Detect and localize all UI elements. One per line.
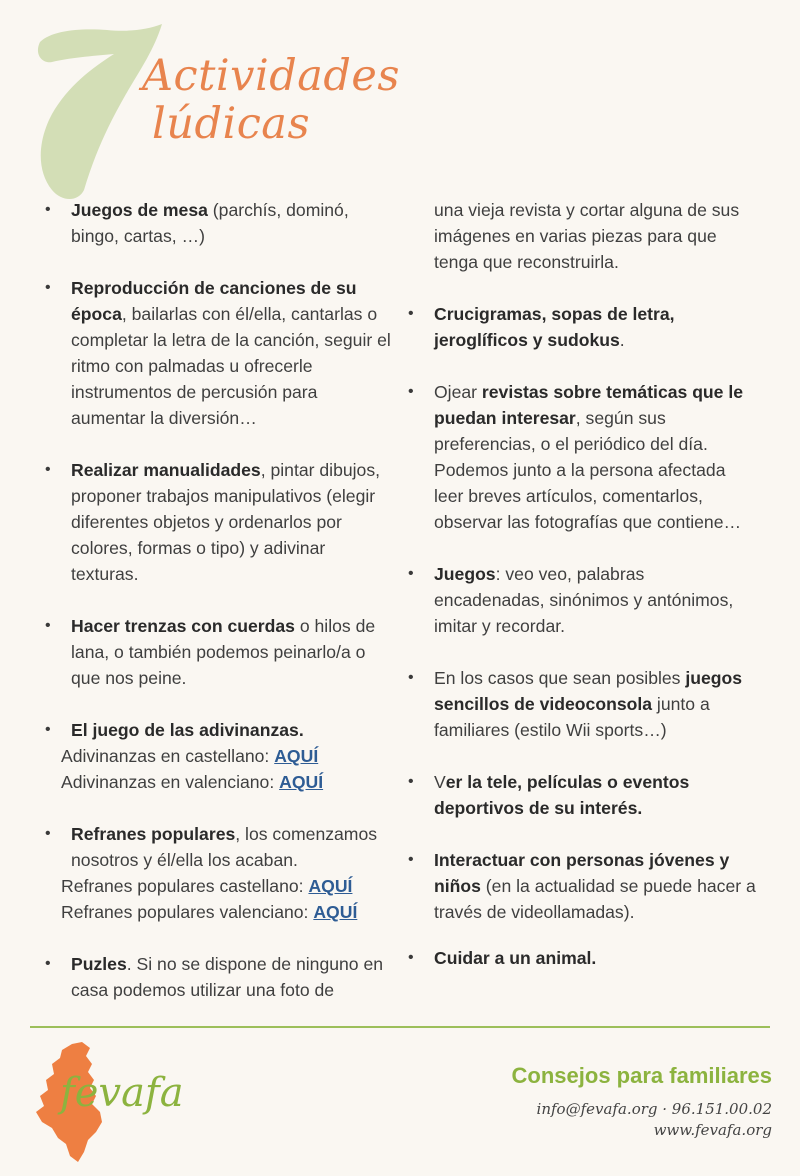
- list-item-proverbs: [45, 821, 395, 925]
- item-text: junto a familiares (estilo Wii sports…): [434, 694, 710, 740]
- bullet: •: [45, 461, 51, 478]
- proverbs-valenciano-line: [61, 899, 395, 925]
- list-item-riddles: [45, 717, 395, 795]
- list-item: [45, 275, 395, 431]
- item-bold: Realizar manualidades: [71, 460, 261, 480]
- item-text: , los comenzamos nosotros y él/ella los acaban.: [71, 824, 378, 870]
- title-line-1: Actividades: [142, 51, 400, 101]
- link-caption: Adivinanzas en valenciano:: [61, 772, 280, 792]
- list-item: [408, 665, 758, 743]
- item-bold: Interactuar con personas jóvenes y niños: [434, 850, 730, 896]
- bullet: •: [45, 955, 51, 972]
- riddles-castellano-line: [61, 743, 395, 769]
- item-pre: En los casos que sean posibles: [434, 668, 686, 688]
- footer-contact: [537, 1099, 772, 1141]
- riddles-castellano-link[interactable]: AQUÍ: [274, 746, 319, 766]
- item-bold: El juego de las adivinanzas.: [71, 720, 304, 740]
- bullet: •: [408, 851, 414, 868]
- item-bold: Hacer trenzas con cuerdas: [71, 616, 295, 636]
- item-bold: Reproducción de canciones de su época: [71, 278, 357, 324]
- contact-website[interactable]: www.fevafa.org: [653, 1121, 772, 1139]
- left-column: [45, 197, 395, 1003]
- right-column: [408, 197, 758, 971]
- list-item: [45, 457, 395, 587]
- item-bold: revistas sobre temáticas que le puedan interesar: [434, 382, 744, 428]
- bullet: •: [45, 721, 51, 738]
- item-pre: Ojear: [434, 382, 482, 402]
- link-caption: Adivinanzas en castellano:: [61, 746, 275, 766]
- bullet: •: [45, 201, 51, 218]
- list-item: [408, 847, 758, 925]
- item-bold: er la tele, películas o eventos deportivos de su interés.: [434, 772, 690, 818]
- bullet: •: [45, 825, 51, 842]
- item-text: : veo veo, palabras encadenadas, sinónimos y antónimos, imitar y recordar.: [434, 564, 734, 636]
- title-line-2: lúdicas: [152, 99, 311, 149]
- link-caption: Refranes populares castellano:: [61, 876, 309, 896]
- item-text: , bailarlas con él/ella, cantarlas o completar la letra de la canción, seguir el ritmo con palmadas u ofrecerle instrumentos de percusión para aumentar la diversión…: [71, 304, 391, 428]
- page-title: [142, 52, 400, 148]
- footer-tagline: Consejos para familiares: [511, 1063, 772, 1088]
- item-bold: juegos sencillos de videoconsola: [434, 668, 743, 714]
- bullet: •: [408, 669, 414, 686]
- item-bold: Puzles: [71, 954, 127, 974]
- list-item: [408, 945, 758, 971]
- item-bold: Juegos: [434, 564, 496, 584]
- item-text: (en la actualidad se puede hacer a través de videollamadas).: [434, 876, 756, 922]
- contact-email-phone[interactable]: info@fevafa.org · 96.151.00.02: [536, 1100, 772, 1118]
- riddles-valenciano-line: [61, 769, 395, 795]
- item-text: (parchís, dominó, bingo, cartas, …): [71, 200, 349, 246]
- puzzle-continuation: una vieja revista y cortar alguna de sus imágenes en varias piezas para que tenga que reconstruirla.: [434, 200, 740, 272]
- item-bold: Juegos de mesa: [71, 200, 208, 220]
- item-text: .: [619, 330, 625, 350]
- fevafa-logo-text: fevafa: [60, 1070, 184, 1116]
- bullet: •: [408, 383, 414, 400]
- proverbs-castellano-line: [61, 873, 395, 899]
- bullet: •: [408, 565, 414, 582]
- riddles-valenciano-link[interactable]: AQUÍ: [279, 772, 324, 792]
- item-text: , según sus preferencias, o el periódico del día. Podemos junto a la persona afectada leer breves artículos, comentarlos, observar las fotografías que contiene…: [434, 408, 742, 532]
- item-pre: V: [434, 772, 446, 792]
- bullet: •: [408, 773, 414, 790]
- item-text: o hilos de lana, o también podemos peinarlo/a o que nos peine.: [71, 616, 376, 688]
- list-item: [45, 197, 395, 249]
- list-item: [408, 769, 758, 821]
- proverbs-valenciano-link[interactable]: AQUÍ: [313, 902, 358, 922]
- item-bold: Refranes populares: [71, 824, 236, 844]
- bullet: •: [408, 305, 414, 322]
- list-item: [45, 951, 395, 1003]
- list-item: [408, 561, 758, 639]
- proverbs-castellano-link[interactable]: AQUÍ: [308, 876, 353, 896]
- list-item: [45, 613, 395, 691]
- item-text: , pintar dibujos, proponer trabajos manipulativos (elegir diferentes objetos y ordenarlos por colores, formas o tipo) y adivinar texturas.: [71, 460, 381, 584]
- bullet: •: [408, 949, 414, 966]
- bullet: •: [45, 279, 51, 296]
- item-text: . Si no se dispone de ninguno en casa podemos utilizar una foto de: [71, 954, 384, 1000]
- list-item: [408, 379, 758, 535]
- list-item: [408, 301, 758, 353]
- link-caption: Refranes populares valenciano:: [61, 902, 314, 922]
- bullet: •: [45, 617, 51, 634]
- item-bold: Cuidar a un animal.: [434, 948, 597, 968]
- item-bold: Crucigramas, sopas de letra, jeroglíficos y sudokus: [434, 304, 675, 350]
- footer-divider: [30, 1026, 770, 1028]
